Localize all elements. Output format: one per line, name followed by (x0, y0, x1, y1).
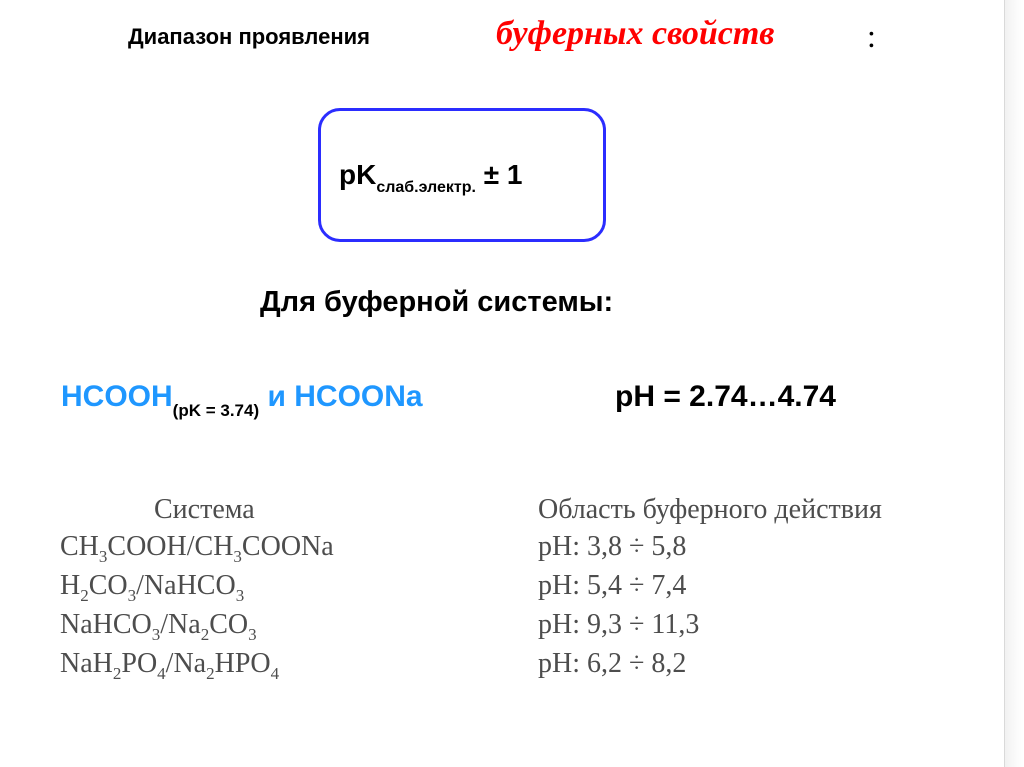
slide-right-shadow (1005, 0, 1024, 767)
formula-box (318, 108, 606, 242)
system-text: CO (88, 570, 128, 601)
table-row (0, 646, 1000, 684)
table-cell-range: pH: 3,8 ÷ 5,8 (538, 531, 687, 562)
title-colon: : (867, 18, 876, 54)
example-ph-range: pH = 2.74…4.74 (615, 380, 836, 413)
system-text: NaH (60, 648, 113, 679)
example-connector: и HCOONa (259, 380, 423, 413)
slide-title (128, 14, 888, 64)
title-accent-text: буферных свойств (496, 15, 775, 52)
formula-base: pK (339, 159, 377, 190)
formula-suffix: ± 1 (475, 159, 523, 190)
system-text: COOH/CH (107, 531, 234, 562)
system-text: HPO (214, 648, 271, 679)
example-acid: HCOOH (61, 380, 173, 413)
system-subscript: 2 (206, 664, 215, 683)
system-text: COONa (241, 531, 334, 562)
system-text: /Na (160, 609, 201, 640)
system-text: NaHCO (60, 609, 152, 640)
system-text: CO (209, 609, 249, 640)
system-subscript: 3 (248, 625, 257, 644)
table-cell-range: pH: 9,3 ÷ 11,3 (538, 609, 700, 640)
system-subscript: 3 (235, 586, 245, 605)
example-formula (61, 377, 423, 431)
example-acid-subscript: (pK = 3.74) (172, 401, 260, 420)
system-subscript: 3 (127, 586, 137, 605)
table-cell-system (60, 646, 279, 692)
table-header-system: Система (154, 494, 255, 525)
table-cell-range: pH: 6,2 ÷ 8,2 (538, 648, 687, 679)
system-subscript: 2 (200, 625, 210, 644)
system-text: H (60, 570, 81, 601)
buffer-system-heading: Для буферной системы: (260, 286, 614, 318)
table-row (0, 607, 1000, 645)
system-subscript: 3 (98, 547, 108, 566)
system-subscript: 2 (112, 664, 122, 683)
table-row (0, 568, 1000, 606)
table-header-range: Область буферного действия (538, 494, 882, 525)
system-subscript: 2 (80, 586, 89, 605)
system-subscript: 4 (270, 664, 280, 683)
title-plain-text: Диапазон проявления (128, 24, 370, 49)
system-text: PO (121, 648, 158, 679)
system-subscript: 4 (157, 664, 166, 683)
formula-expression (339, 158, 522, 205)
system-text: /NaHCO (136, 570, 236, 601)
system-text: CH (60, 531, 99, 562)
table-cell-range: pH: 5,4 ÷ 7,4 (538, 570, 687, 601)
system-subscript: 3 (151, 625, 161, 644)
table-row (0, 529, 1000, 567)
system-text: /Na (165, 648, 207, 679)
system-subscript: 3 (233, 547, 242, 566)
formula-subscript: слаб.электр. (376, 179, 476, 196)
